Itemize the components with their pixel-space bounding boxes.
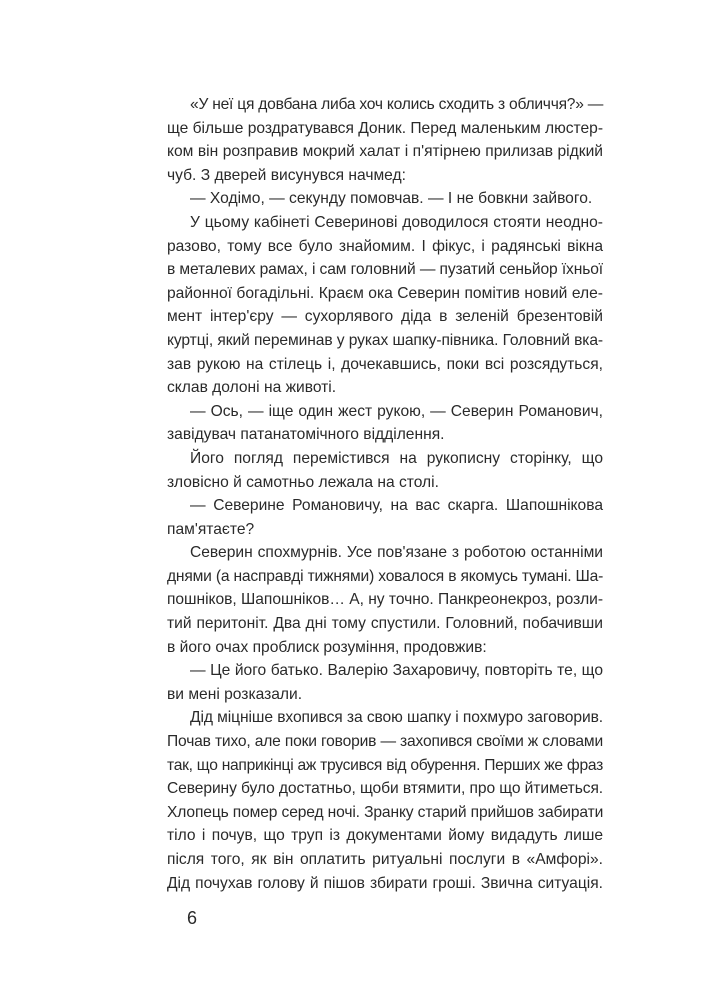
text-line: Дід міцніше вхопився за свою шапку і похмуро заговорив. — [190, 709, 604, 727]
text-line: ви мені розказали. — [167, 685, 303, 703]
text-line: Його погляд перемістився на рукописну сторінку, що — [190, 449, 603, 467]
text-line: зав рукою на стілець і, дочекавшись, поки всі розсядуться, — [167, 355, 603, 373]
text-line: днями (а насправді тижнями) ховалося в якомусь тумані. Ша- — [167, 567, 604, 585]
text-line: ком він розправив мокрий халат і п'ятірнею прилизав рідкий — [167, 143, 603, 161]
text-line: разово, тому все було знайомим. І фікус, і радянські вікна — [167, 237, 603, 255]
text-line: У цьому кабінеті Северинові доводилося стояти неодно- — [190, 213, 603, 231]
text-line: — Це його батько. Валерію Захаровичу, повторіть те, що — [190, 662, 603, 680]
text-line: зловісно й самотньо лежала на столі. — [167, 473, 439, 491]
text-line: ще більше роздратувався Доник. Перед маленьким люстер- — [167, 119, 604, 137]
text-line: районної богадільні. Краєм ока Северин помітив новий еле- — [167, 284, 603, 302]
text-line: склав долоні на животі. — [167, 379, 337, 397]
text-line: після того, як він оплатить ритуальні послуги в «Амфорі». — [167, 851, 603, 868]
text-line: завідувач патанатомічного відділення. — [167, 426, 445, 444]
text-line: куртці, який переминав у руках шапку-півника. Головний вка- — [167, 331, 603, 349]
text-line: Дід почухав голову й пішов збирати гроші. Звична ситуація. — [167, 874, 603, 892]
text-line: Хлопець помер серед ночі. Зранку старий прийшов забирати — [167, 803, 604, 821]
text-line: чуб. З дверей висунувся начмед: — [167, 166, 406, 184]
text-line: тіло і почув, що труп із документами йому видадуть лише — [167, 827, 603, 845]
text-line: пам'ятаєте? — [167, 520, 255, 538]
text-line: «У неї ця довбана либа хоч колись сходить з обличчя?» — — [190, 96, 604, 113]
body-text — [167, 93, 603, 895]
text-line: Северину було достатньо, щоби втямити, про що йтиметься. — [167, 780, 604, 798]
text-line: Северин спохмурнів. Усе пов'язане з роботою останніми — [190, 544, 603, 562]
page-number: 6 — [187, 908, 198, 928]
text-line: так, що наприкінці аж трусився від обурення. Перших же фраз — [167, 756, 603, 774]
text-line: тий перитоніт. Два дні тому спустили. Головний, побачивши — [167, 615, 603, 633]
text-line: мент інтер'єру — сухорлявого діда в зеленій брезентовій — [167, 308, 603, 326]
text-line: — Северине Романовичу, на вас скарга. Шапошнікова — [190, 497, 603, 515]
text-line: в металевих рамах, і сам головний — пузатий сеньйор їхньої — [167, 261, 603, 279]
text-line: Почав тихо, але поки говорив — захопився своїми ж словами — [167, 733, 603, 751]
text-line: пошніков, Шапошніков… А, ну точно. Панкреонекроз, розли- — [167, 591, 603, 609]
text-line: — Ось, — іще один жест рукою, — Северин Романович, — [190, 402, 603, 420]
text-line: — Ходімо, — секунду помовчав. — І не бовкни зайвого. — [190, 190, 593, 208]
text-line: в його очах проблиск розуміння, продовжив: — [167, 638, 487, 656]
